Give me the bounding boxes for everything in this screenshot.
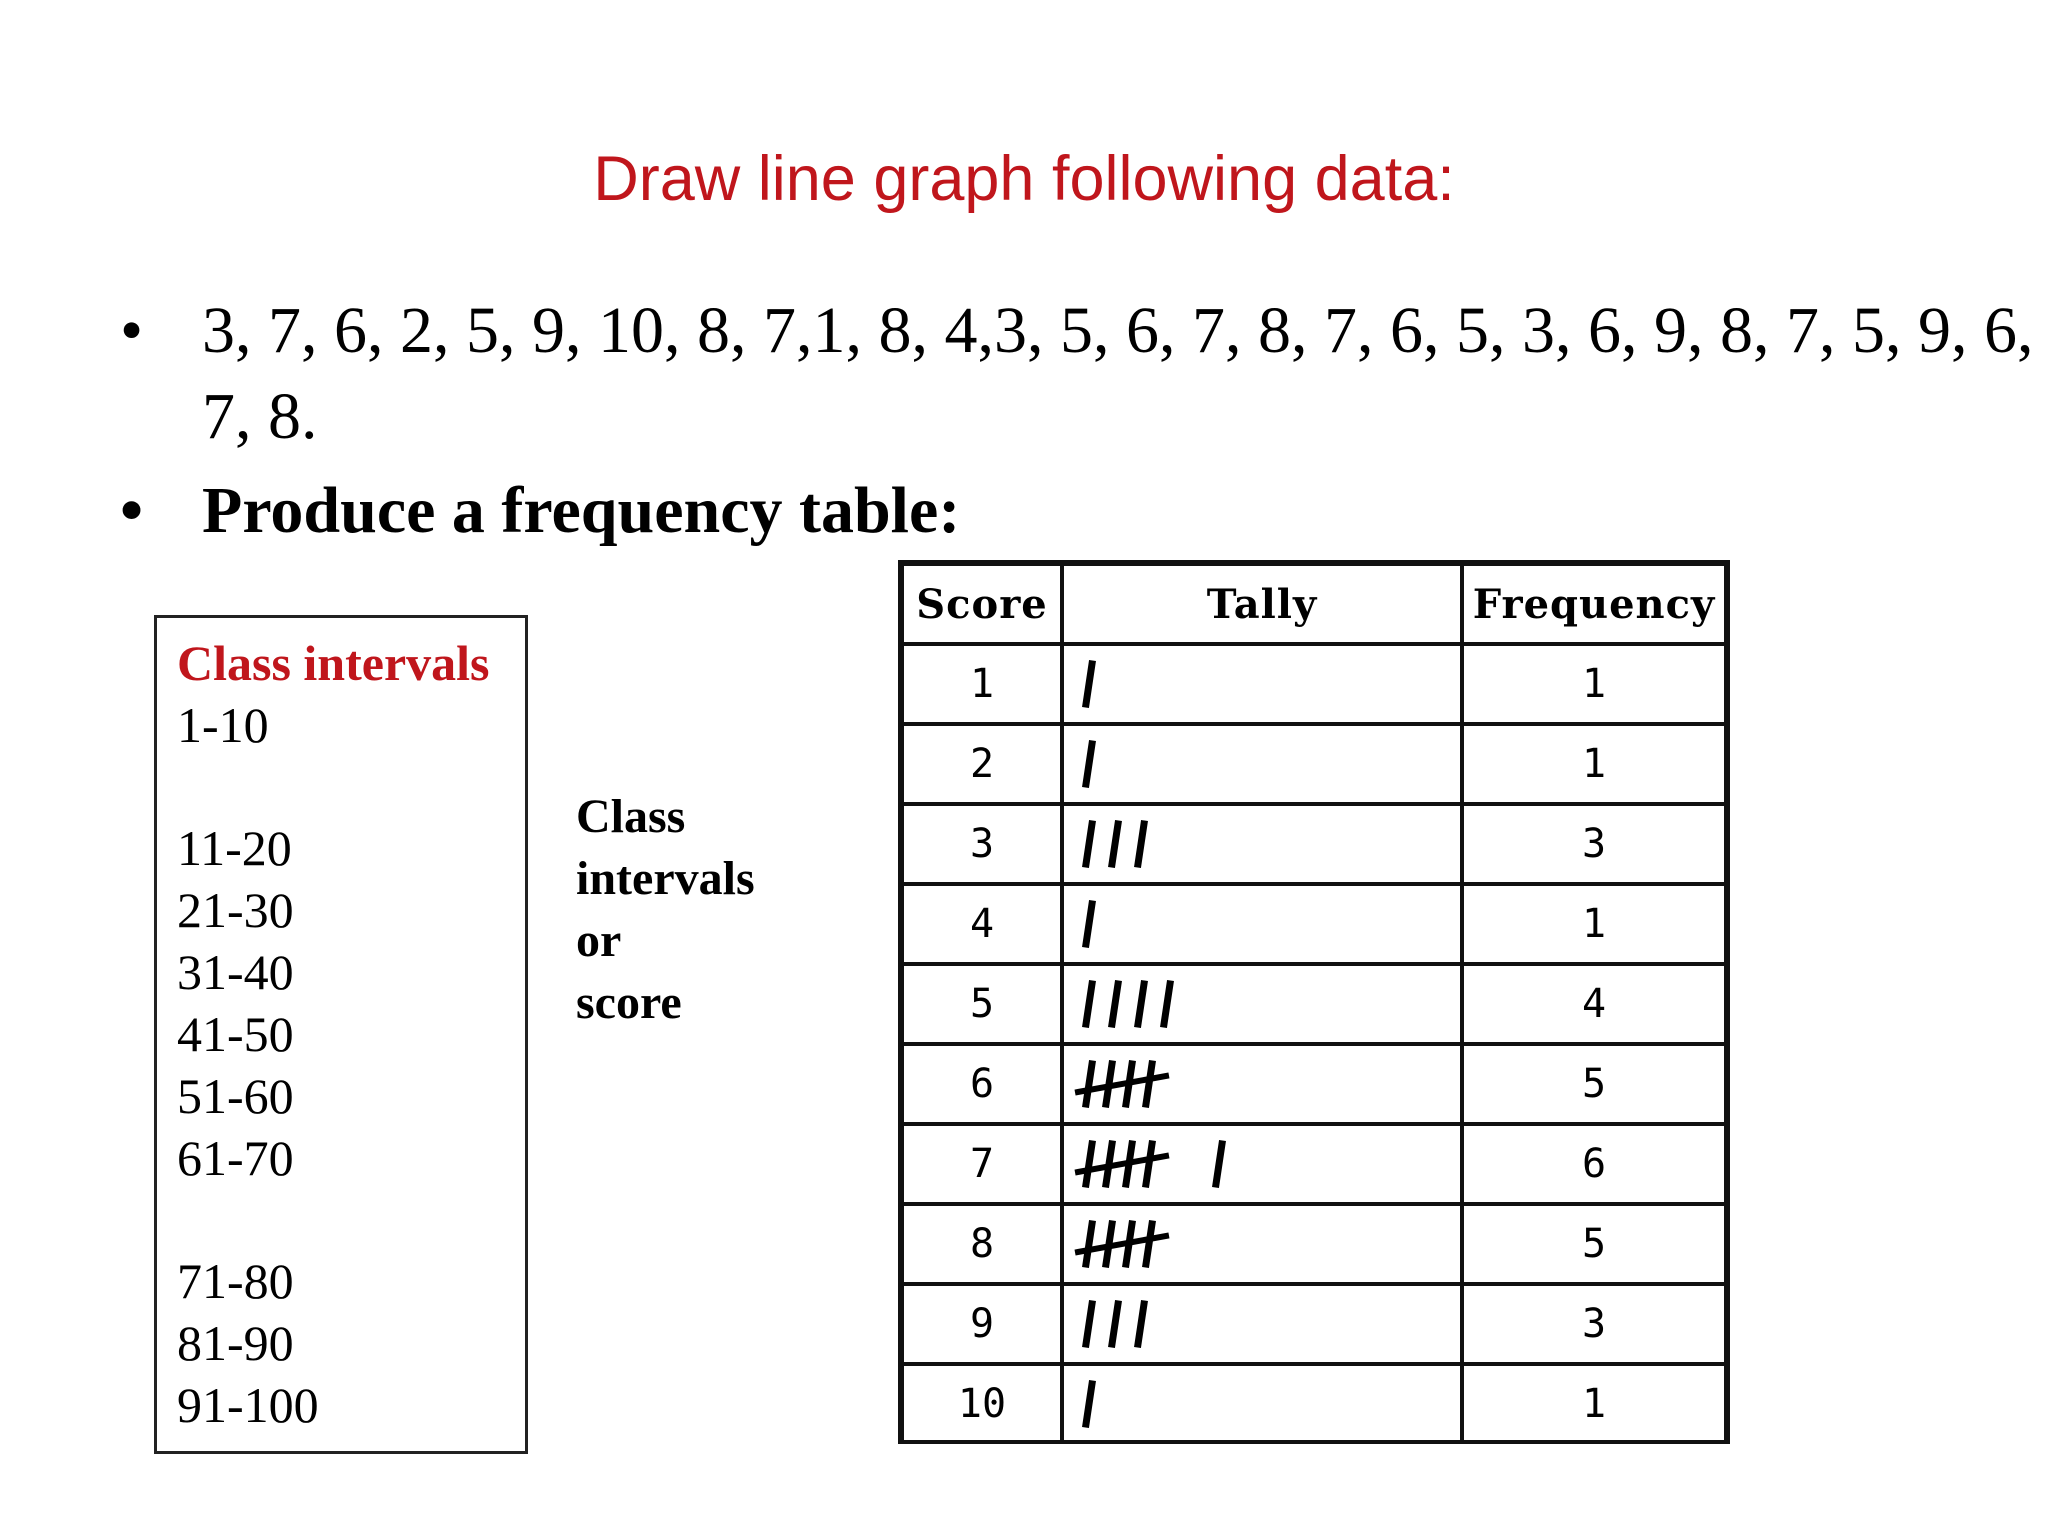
row-frequency: 1	[1462, 1364, 1726, 1444]
class-interval: 81-90	[177, 1315, 294, 1371]
tally-icon	[1072, 1216, 1292, 1272]
class-interval: 21-30	[177, 882, 294, 938]
row-score: 8	[902, 1204, 1062, 1284]
row-score: 7	[902, 1124, 1062, 1204]
tally-marks	[1062, 804, 1462, 884]
tally-stroke	[1112, 1304, 1118, 1344]
tally-marks	[1062, 724, 1462, 804]
tally-stroke	[1086, 744, 1092, 784]
data-values-text: 3, 7, 6, 2, 5, 9, 10, 8, 7,1, 8, 4,3, 5, 6, 7, 8, 7, 6, 5, 3, 6, 9, 8, 7, 5, 9, 6, 7, 8.	[202, 294, 2034, 453]
row-score: 10	[902, 1364, 1062, 1444]
row-score: 2	[902, 724, 1062, 804]
tally-icon	[1072, 1056, 1292, 1112]
tally-stroke	[1112, 984, 1118, 1024]
tally-marks	[1062, 1124, 1462, 1204]
row-score: 6	[902, 1044, 1062, 1124]
tally-stroke	[1138, 824, 1144, 864]
tally-icon	[1072, 736, 1292, 792]
row-score: 3	[902, 804, 1062, 884]
tally-marks	[1062, 1204, 1462, 1284]
class-intervals-heading: Class intervals	[177, 635, 490, 691]
tally-stroke	[1086, 1064, 1092, 1104]
tally-stroke	[1146, 1064, 1152, 1104]
tally-stroke	[1216, 1144, 1222, 1184]
tally-stroke	[1086, 904, 1092, 944]
row-frequency: 1	[1462, 644, 1726, 724]
tally-stroke	[1086, 664, 1092, 704]
row-score: 4	[902, 884, 1062, 964]
class-interval: 51-60	[177, 1068, 294, 1124]
tally-icon	[1072, 1136, 1292, 1192]
class-interval: 41-50	[177, 1006, 294, 1062]
tally-icon	[1072, 816, 1292, 872]
tally-icon	[1072, 656, 1292, 712]
tally-stroke	[1112, 824, 1118, 864]
class-interval: 91-100	[177, 1377, 319, 1433]
row-frequency: 1	[1462, 724, 1726, 804]
tally-stroke	[1138, 1304, 1144, 1344]
slide-title: Draw line graph following data:	[593, 144, 1455, 214]
header-frequency: Frequency	[1462, 564, 1726, 644]
class-interval: 1-10	[177, 697, 269, 753]
row-score: 5	[902, 964, 1062, 1044]
row-score: 1	[902, 644, 1062, 724]
tally-marks	[1062, 1364, 1462, 1444]
row-frequency: 3	[1462, 1284, 1726, 1364]
side-label-line: or	[576, 914, 622, 967]
class-interval: 61-70	[177, 1130, 294, 1186]
header-score: Score	[902, 564, 1062, 644]
tally-marks	[1062, 884, 1462, 964]
header-tally: Tally	[1062, 564, 1462, 644]
tally-icon	[1072, 896, 1292, 952]
side-label-line: intervals	[576, 852, 755, 905]
tally-stroke	[1086, 1224, 1092, 1264]
class-interval: 11-20	[177, 820, 292, 876]
tally-stroke	[1164, 984, 1170, 1024]
data-bullet	[120, 288, 2034, 468]
tally-icon	[1072, 1296, 1292, 1352]
class-intervals-box	[154, 615, 528, 1454]
tally-icon	[1072, 1376, 1292, 1432]
row-score: 9	[902, 1284, 1062, 1364]
tally-icon	[1072, 976, 1292, 1032]
side-label-line: score	[576, 976, 682, 1029]
row-frequency: 5	[1462, 1204, 1726, 1284]
class-intervals-or-score-label	[576, 786, 816, 1034]
frequency-table	[898, 560, 1730, 1444]
tally-stroke	[1086, 984, 1092, 1024]
row-frequency: 6	[1462, 1124, 1726, 1204]
tally-stroke	[1086, 824, 1092, 864]
bullet-marker: •	[120, 294, 144, 367]
tally-stroke	[1146, 1144, 1152, 1184]
tally-stroke	[1086, 1144, 1092, 1184]
tally-stroke	[1086, 1304, 1092, 1344]
row-frequency: 3	[1462, 804, 1726, 884]
tally-marks	[1062, 1284, 1462, 1364]
instruction-bullet	[120, 468, 1120, 558]
row-frequency: 4	[1462, 964, 1726, 1044]
tally-marks	[1062, 1044, 1462, 1124]
instruction-text: Produce a frequency table:	[202, 474, 961, 547]
bullet-marker: •	[120, 474, 144, 547]
row-frequency: 5	[1462, 1044, 1726, 1124]
side-label-line: Class	[576, 790, 686, 843]
class-interval: 71-80	[177, 1253, 294, 1309]
tally-marks	[1062, 964, 1462, 1044]
tally-stroke	[1138, 984, 1144, 1024]
row-frequency: 1	[1462, 884, 1726, 964]
tally-stroke	[1146, 1224, 1152, 1264]
tally-marks	[1062, 644, 1462, 724]
tally-stroke	[1086, 1384, 1092, 1424]
class-interval: 31-40	[177, 944, 294, 1000]
